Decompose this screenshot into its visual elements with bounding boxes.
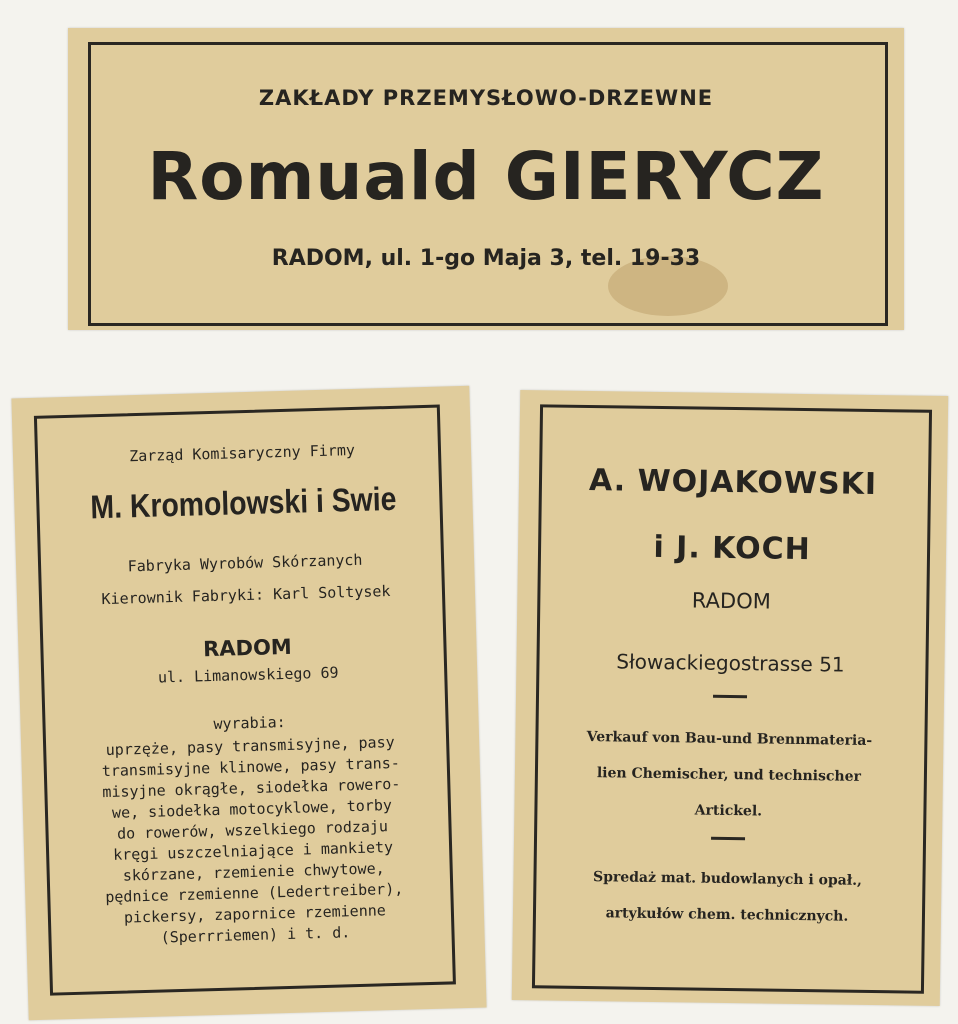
company-name-line2: i J. KOCH <box>653 529 811 568</box>
german-description <box>544 718 913 831</box>
company-city: RADOM <box>691 588 771 614</box>
company-name-line1: A. WOJAKOWSKI <box>588 463 878 503</box>
company-address: RADOM, ul. 1-go Maja 3, tel. 19-33 <box>271 246 701 271</box>
products-line: misyjne okrągłe, siodełka rowero- <box>102 774 401 802</box>
products-line: transmisyjne klinowe, pasy trans- <box>101 753 400 781</box>
company-name: M. Kromolowski i Swie <box>89 479 397 526</box>
products-line: pędnice rzemienne (Ledertreiber), <box>105 879 404 907</box>
ad-gierycz <box>68 28 904 330</box>
products-line: kręgi uszczelniające i mankiety <box>112 838 394 864</box>
divider <box>713 695 747 698</box>
divider <box>711 837 745 840</box>
ad-subtitle: Zarząd Komisaryczny Firmy <box>128 440 356 466</box>
products-line: we, siodełka motocyklowe, torby <box>111 796 393 822</box>
company-type: Fabryka Wyrobów Skórzanych <box>127 550 363 576</box>
products-list <box>21 730 485 953</box>
ad-kromolowski <box>11 386 486 1021</box>
products-line: pickersy, zapornice rzemienne <box>123 901 387 927</box>
description-line: lien Chemischer, und technischer <box>596 765 862 785</box>
company-street: ul. Limanowskiego 69 <box>157 663 339 687</box>
ad-heading: ZAKŁADY PRZEMYSŁOWO-DRZEWNE <box>258 86 714 110</box>
company-manager: Kierownik Fabryki: Karl Soltysek <box>101 582 391 609</box>
products-line: (Sperrriemen) i t. d. <box>160 923 351 947</box>
products-label: wyrabia: <box>213 712 286 733</box>
products-line: skórzane, rzemienie chwytowe, <box>122 859 385 885</box>
polish-description <box>543 858 912 935</box>
ad-wojakowski-koch <box>512 390 948 1006</box>
description-line: Verkauf von Bau-und Brennmateria- <box>586 729 873 749</box>
company-city: RADOM <box>202 634 293 662</box>
products-line: uprzęże, pasy transmisyjne, pasy <box>105 732 395 760</box>
description-line: Artickel. <box>694 802 763 820</box>
description-line: artykułów chem. technicznych. <box>605 905 849 925</box>
company-name: Romuald GIERYCZ <box>147 138 825 215</box>
products-line: do rowerów, wszelkiego rodzaju <box>116 817 389 843</box>
description-line: Spredaż mat. budowlanych i opał., <box>592 869 863 889</box>
company-street: Słowackiegostrasse 51 <box>616 649 845 677</box>
